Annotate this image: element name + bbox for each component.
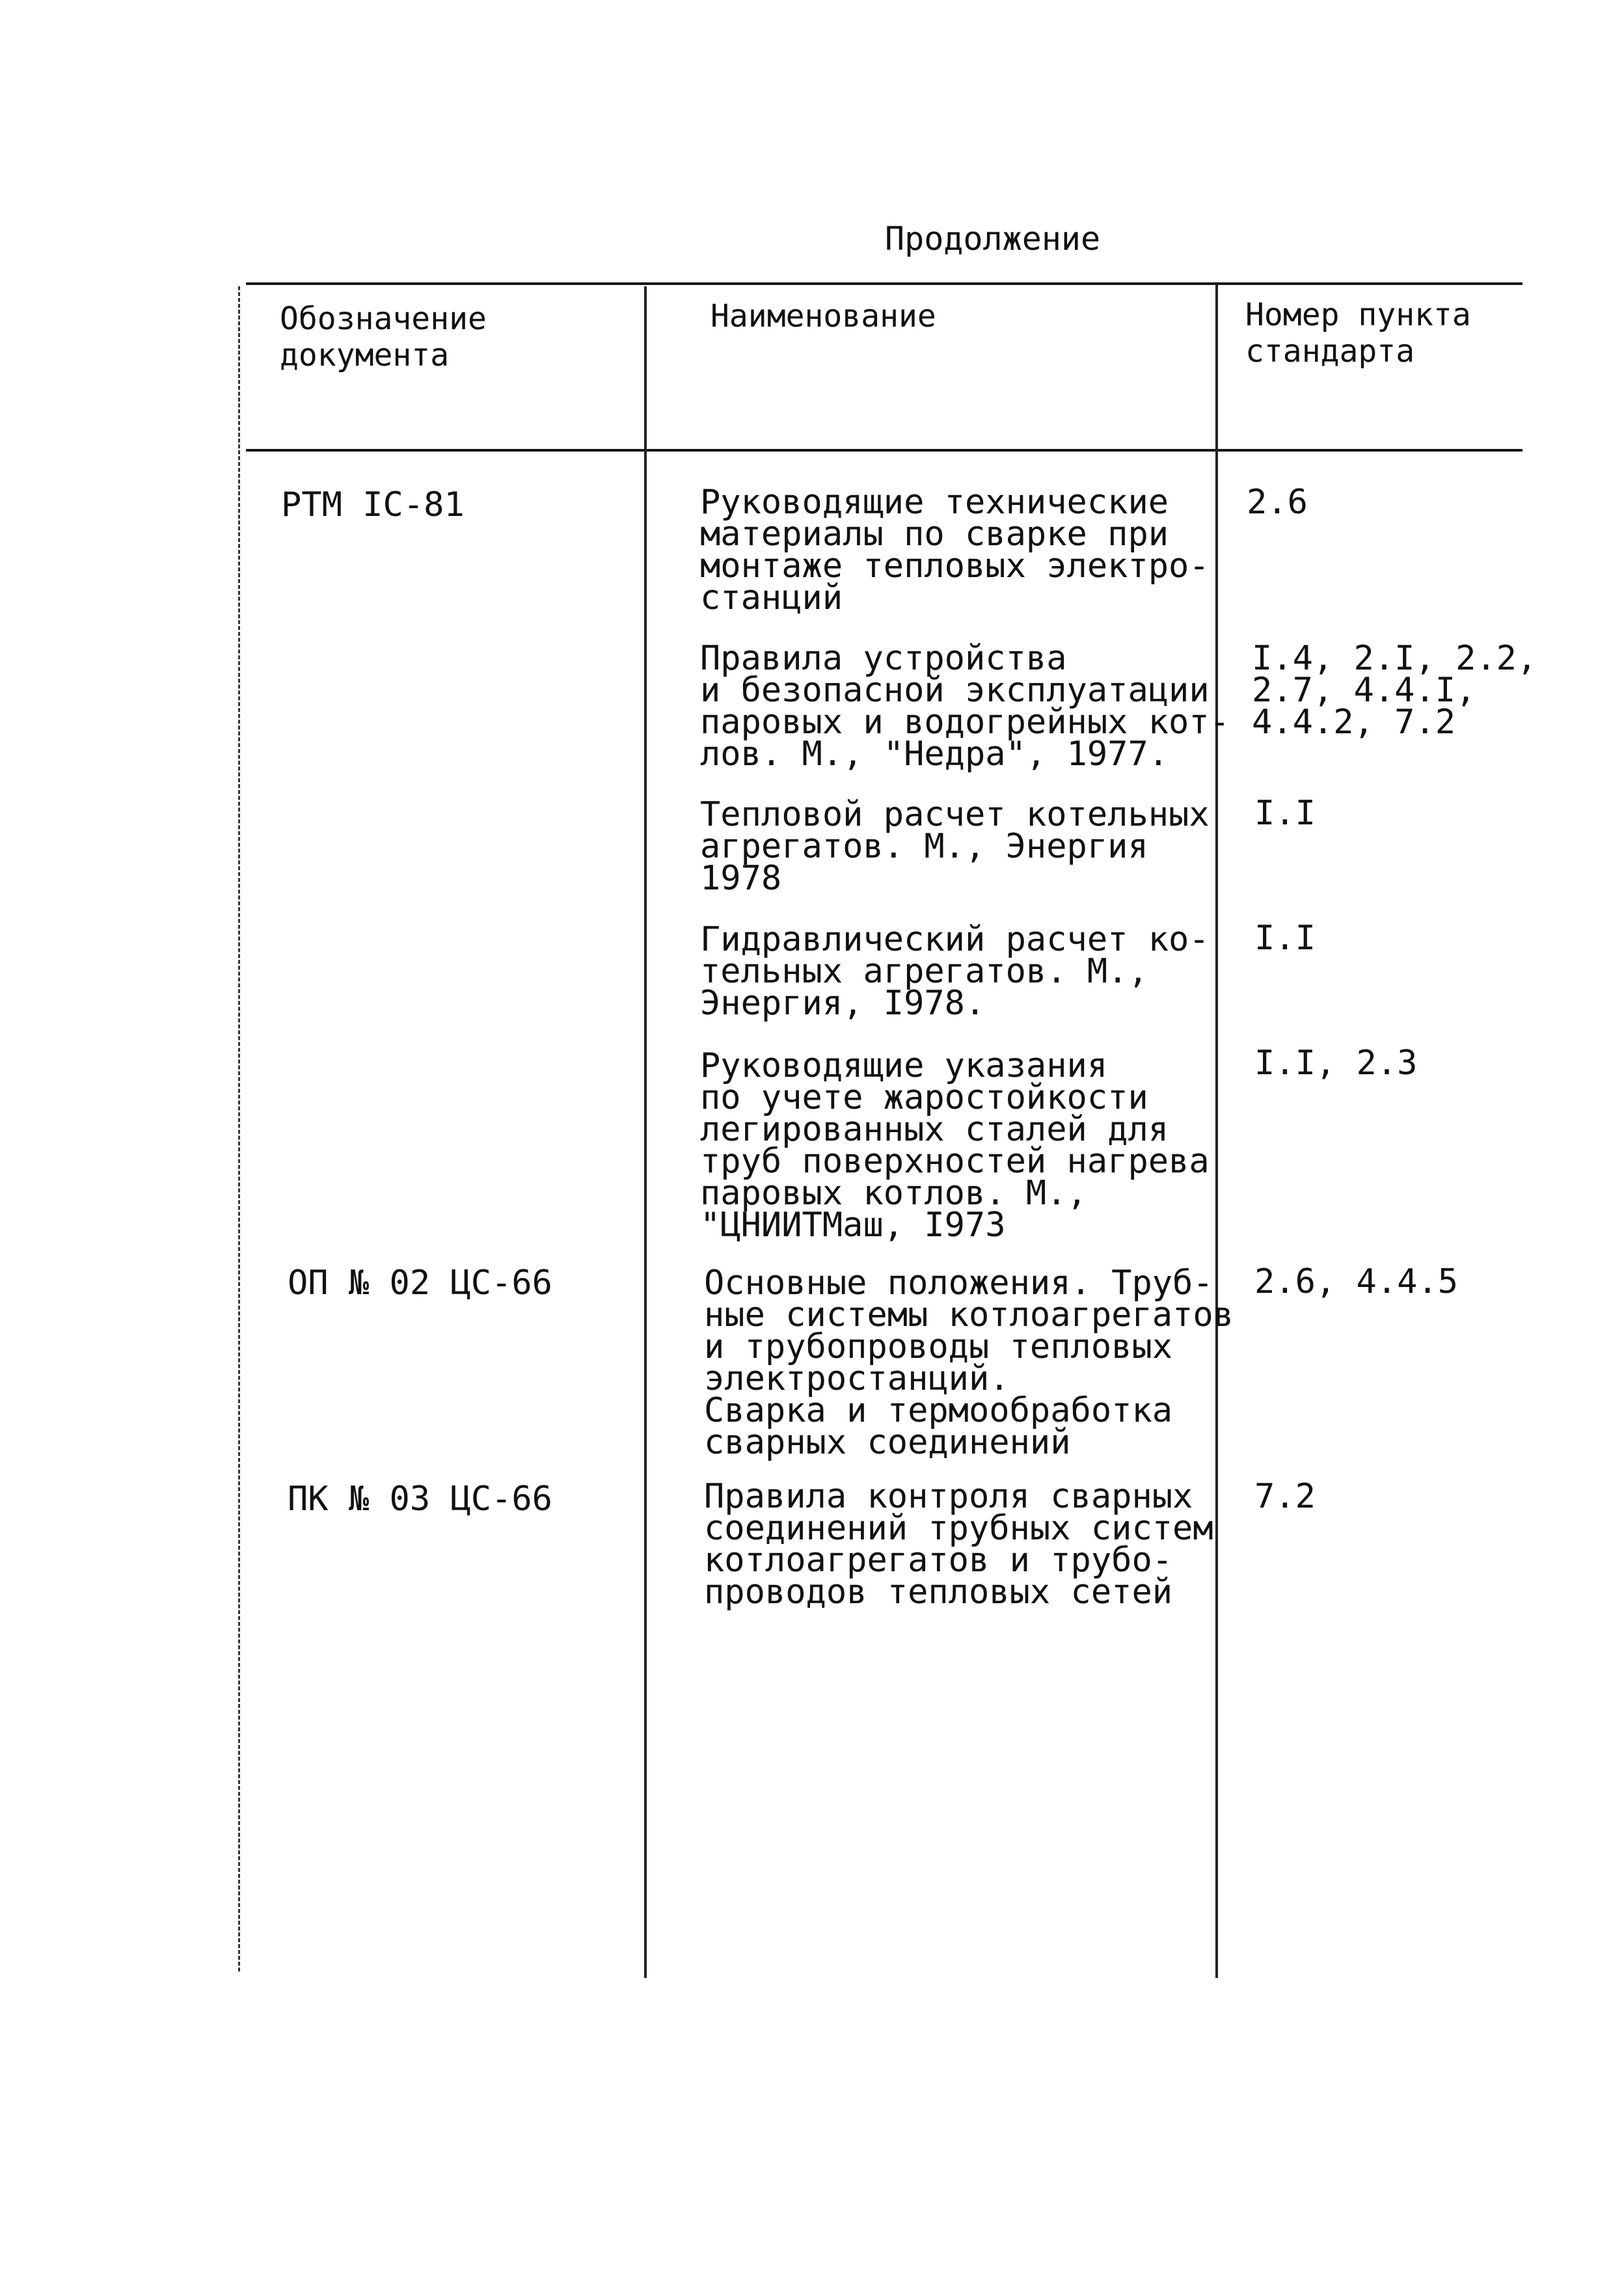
row-7-name: Правила контроля сварных соединений трубных систем котлоагрегатов и трубо- проводов тепловых сетей bbox=[704, 1477, 1213, 1612]
row-4-name: Гидравлический расчет ко- тельных агрегатов. М., Энергия, I978. bbox=[700, 920, 1210, 1023]
row-1-designation: РТМ IC-81 bbox=[281, 485, 465, 524]
header-clause: Номер пункта стандарта bbox=[1245, 297, 1471, 370]
column-divider-1 bbox=[644, 286, 647, 1978]
row-2-clause: I.4, 2.I, 2.2, 2.7, 4.4.I, 4.4.2, 7.2 bbox=[1252, 639, 1537, 742]
column-divider-2 bbox=[1215, 284, 1218, 1978]
table-top-rule bbox=[246, 282, 1522, 285]
continuation-caption: Продолжение bbox=[885, 220, 1101, 258]
row-6-name: Основные положения. Труб- ные системы котлоагрегатов и трубопроводы тепловых электростанций. Сварка и термообработка сварных соединений bbox=[704, 1264, 1234, 1462]
row-7-clause: 7.2 bbox=[1254, 1477, 1316, 1516]
row-2-name: Правила устройства и безопасной эксплуатации паровых и водогрейных кот- лов. М., "Недра", 1977. bbox=[700, 639, 1230, 774]
row-1-clause: 2.6 bbox=[1247, 483, 1308, 522]
row-5-clause: I.I, 2.3 bbox=[1254, 1044, 1418, 1083]
row-1-name: Руководящие технические материалы по сварке при монтаже тепловых электро- станций bbox=[700, 483, 1210, 617]
row-7-designation: ПК № 03 ЦС-66 bbox=[288, 1480, 552, 1519]
row-6-designation: ОП № 02 ЦС-66 bbox=[288, 1264, 552, 1303]
row-3-clause: I.I bbox=[1254, 794, 1316, 833]
header-bottom-rule bbox=[246, 449, 1522, 452]
header-designation: Обозначение документа bbox=[280, 301, 487, 373]
row-3-name: Тепловой расчет котельных агрегатов. М., Энергия 1978 bbox=[700, 795, 1210, 898]
row-4-clause: I.I bbox=[1254, 919, 1316, 958]
header-name: Наименование bbox=[710, 298, 936, 334]
table-left-border bbox=[238, 286, 240, 1971]
row-5-name: Руководящие указания по учете жаростойкости легированных сталей для труб поверхностей нагрева паровых котлов. М., "ЦНИИТМаш, I973 bbox=[700, 1046, 1210, 1245]
row-6-clause: 2.6, 4.4.5 bbox=[1254, 1262, 1459, 1301]
